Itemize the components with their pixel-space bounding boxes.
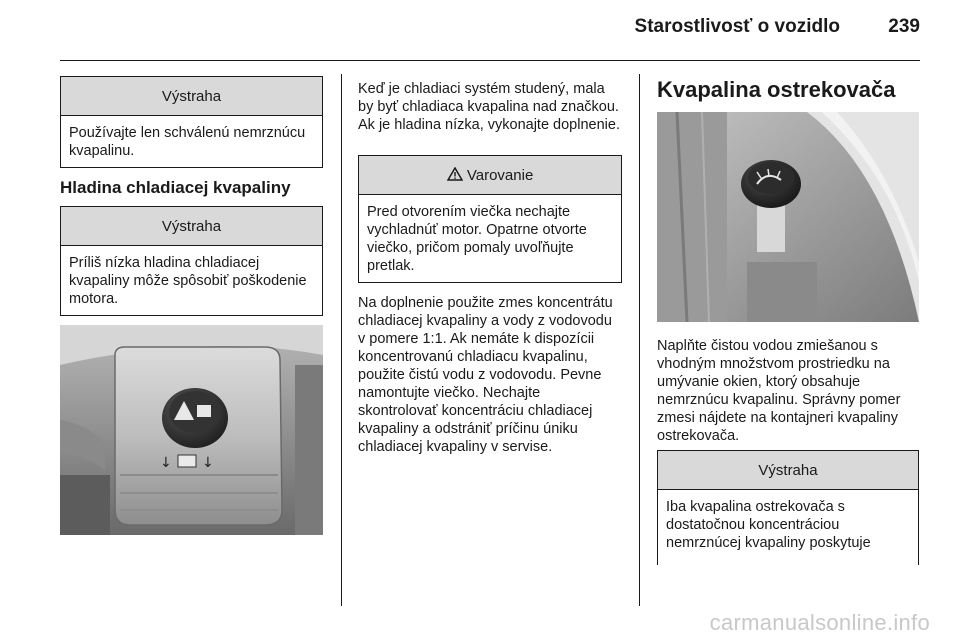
warning-box-antifreeze [60, 76, 323, 168]
caution-box-title [359, 156, 621, 195]
coolant-refill-text: Na doplnenie použite zmes koncentrátu chladiacej kvapaliny a vody z vodovodu v pomere 1:1. Ak nemáte k dispozícii koncentrovanú chladiacu kvapalinu, použite čistú vodu z vodovodu. Pevne namontujte viečko. Nechajte skontrolovať koncentráciu chladiacej kvapaliny a odstrániť príčinu úniku chladiacej kvapaliny v servise. [358, 295, 613, 455]
warning-box-text: Iba kvapalina ostrekovača s dostatočnou koncentráciou nemrznúcej kvapaliny poskytuje [666, 499, 871, 551]
caution-box-hot-engine [358, 155, 622, 283]
section-heading-coolant-level: Hladina chladiacej kvapaliny [60, 178, 291, 197]
warning-box-title: Výstraha [61, 207, 322, 246]
washer-fluid-photo [657, 112, 919, 322]
warning-box-title: Výstraha [61, 77, 322, 116]
warning-box-washer-antifreeze [657, 450, 919, 565]
header-rule [60, 60, 920, 61]
warning-box-text: Používajte len schválenú nemrznúcu kvapalinu. [69, 125, 306, 159]
page-number: 239 [888, 16, 920, 37]
warning-box-text: Príliš nízka hladina chladiacej kvapaliny môže spôsobiť poškodenie motora. [69, 255, 307, 307]
svg-text:↓: ↓ [202, 455, 214, 471]
watermark: carmanualsonline.info [709, 610, 930, 635]
coolant-reservoir-photo [60, 325, 323, 535]
washer-reservoir-illustration [657, 112, 919, 322]
warning-box-title: Výstraha [658, 451, 918, 490]
svg-text:↓: ↓ [160, 455, 172, 471]
washer-fluid-text: Naplňte čistou vodou zmiešanou s vhodným množstvom prostriedku na umývanie okien, ktorý obsahuje nemrznúcu kvapalinu. Správny pomer zmesi nájdete na kontajneri kvapaliny ostrekovača. [657, 338, 901, 444]
column-divider-left [341, 74, 342, 606]
caution-title-label: Varovanie [466, 167, 534, 184]
coolant-intro-text: Keď je chladiaci systém studený, mala by byť chladiaca kvapalina nad značkou. Ak je hladina nízka, vykonajte doplnenie. [358, 81, 620, 133]
section-heading-washer-fluid: Kvapalina ostrekovača [657, 77, 896, 102]
warning-box-low-coolant [60, 206, 323, 316]
caution-box-text: Pred otvorením viečka nechajte vychladnúť motor. Opatrne otvorte viečko, pričom pomaly uvoľňujte pretlak. [367, 204, 587, 274]
column-divider-right [639, 74, 640, 606]
page-header-title: Starostlivosť o vozidlo [634, 16, 840, 37]
coolant-reservoir-illustration [60, 325, 323, 535]
warning-triangle-icon [447, 167, 467, 184]
